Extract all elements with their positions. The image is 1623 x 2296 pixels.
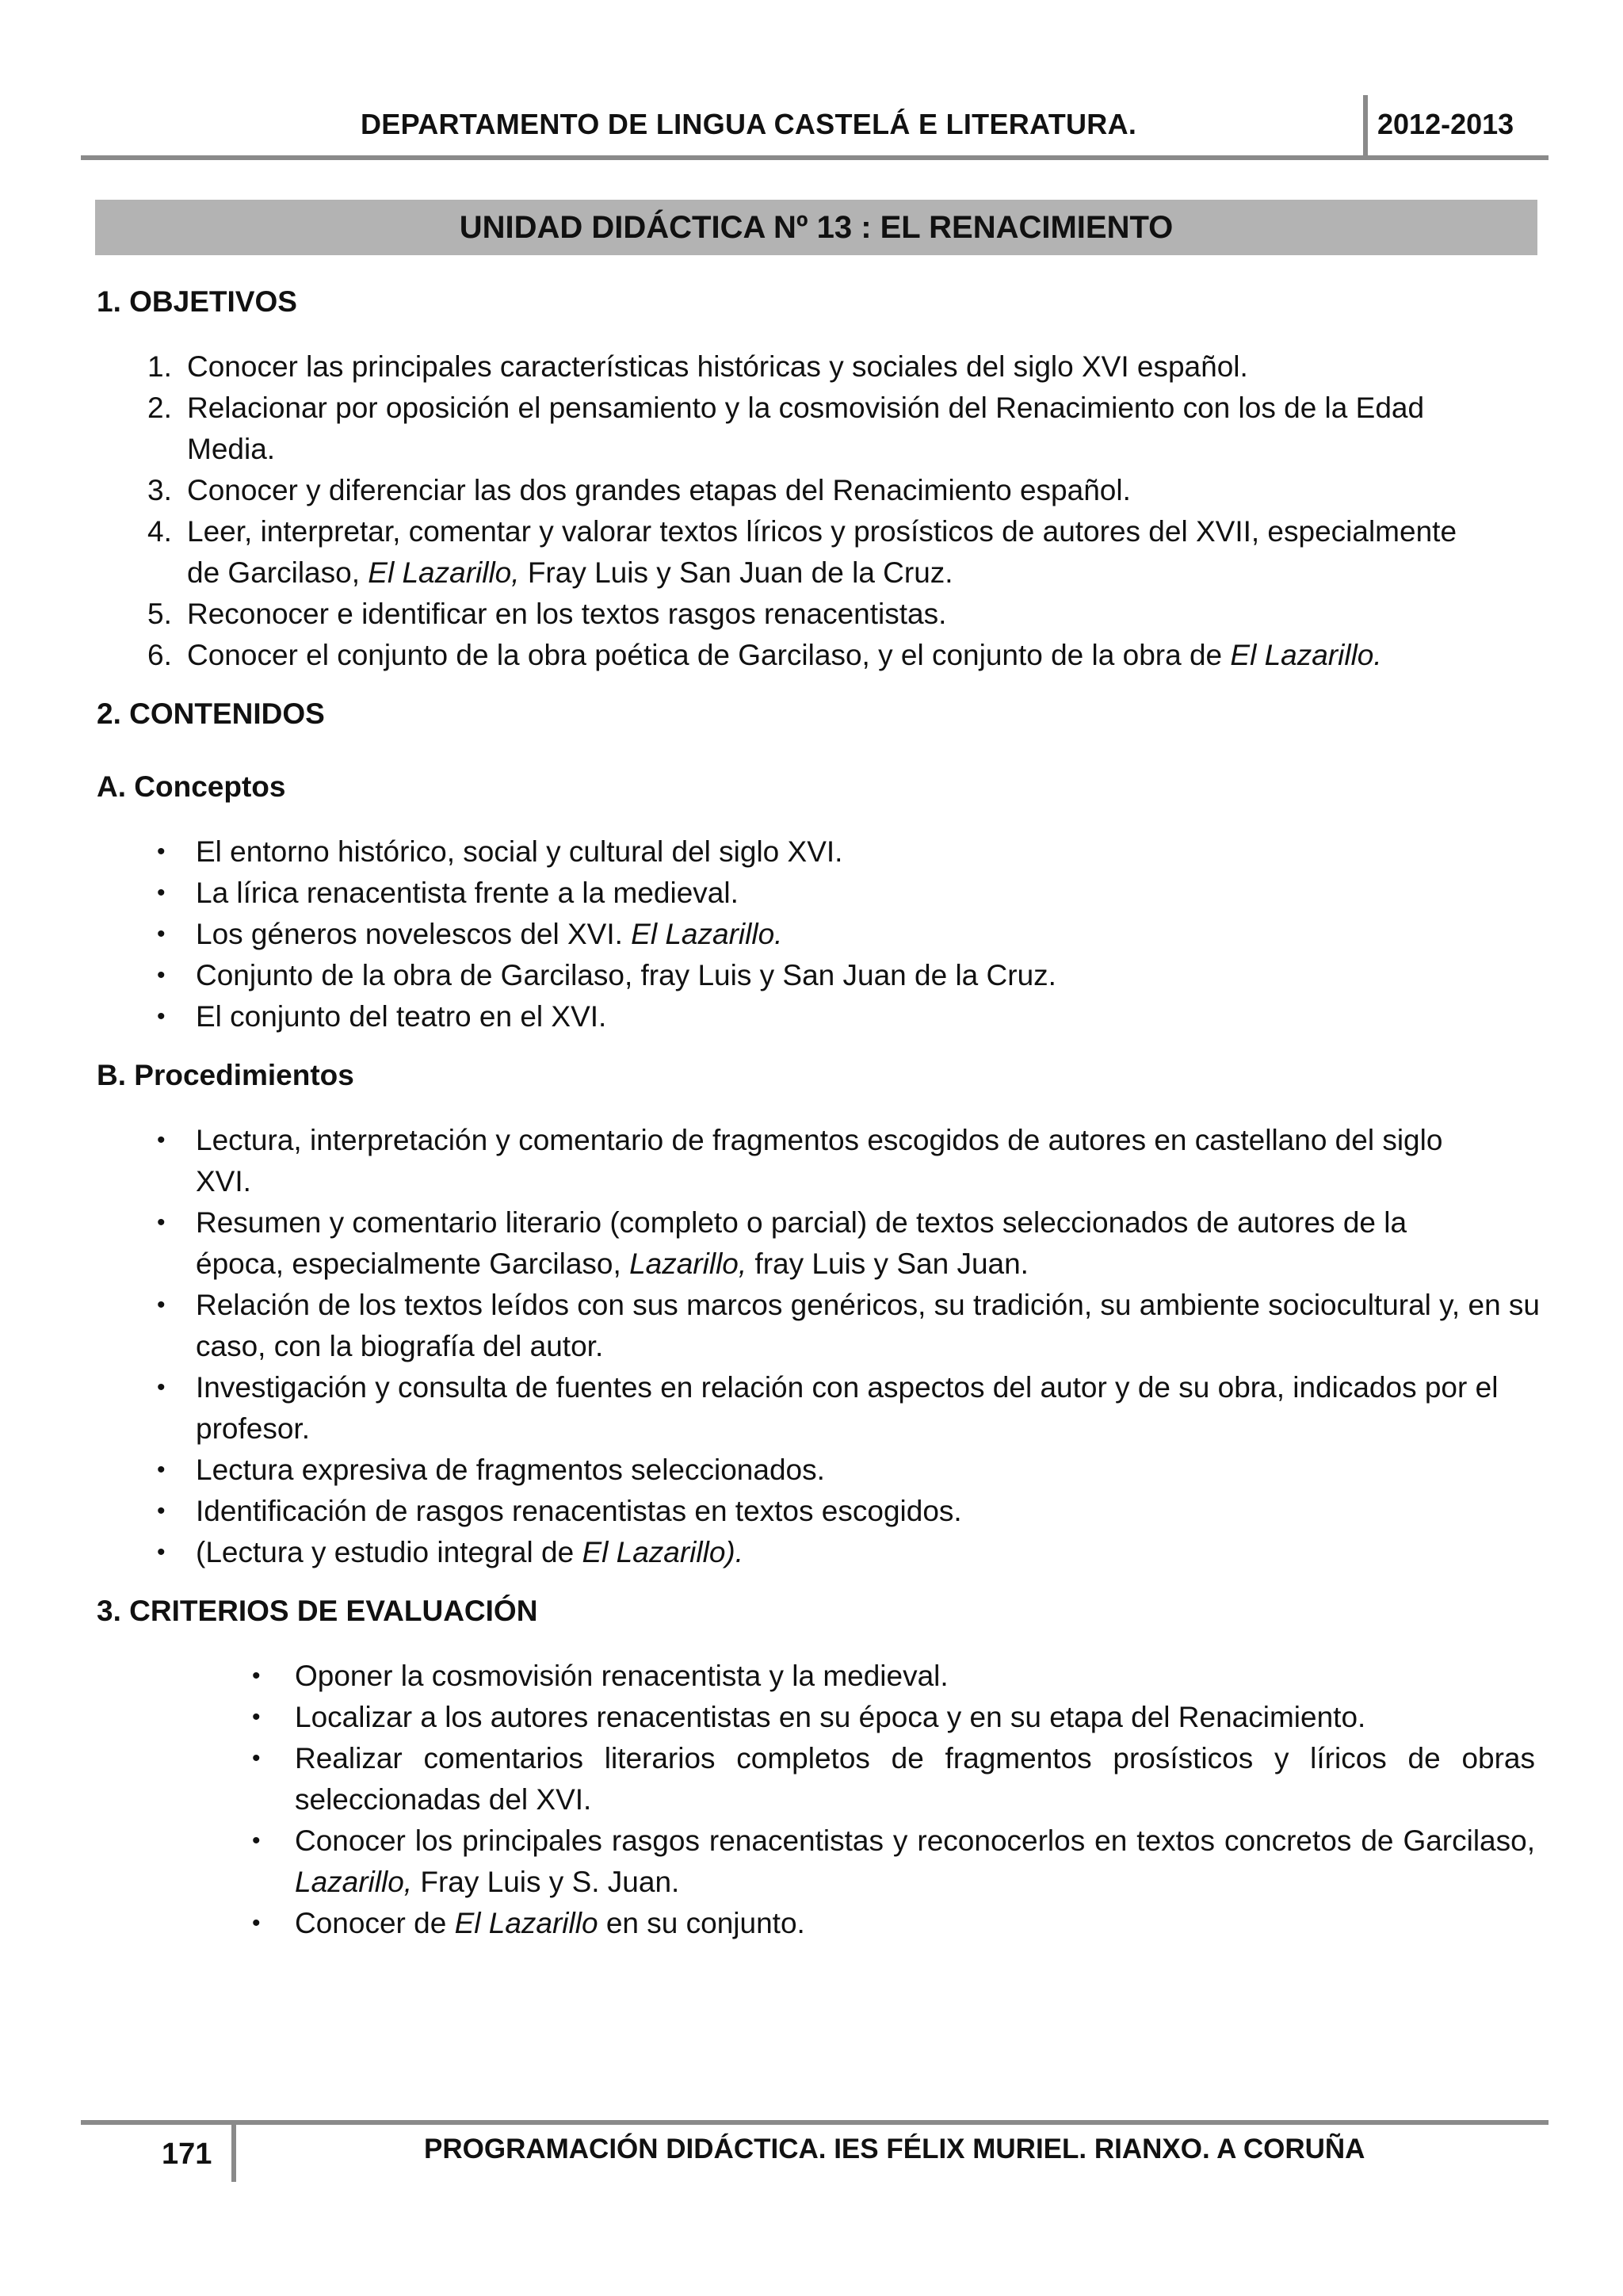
section-heading-contenidos: 2. CONTENIDOS <box>97 697 325 730</box>
list-item <box>97 1738 1535 1820</box>
item-text: Identificación de rasgos renacentistas en textos escogidos. <box>196 1495 962 1527</box>
item-text: Realizar comentarios literarios completos de fragmentos prosísticos y líricos de obras seleccionadas del XVI. <box>295 1742 1535 1816</box>
item-text: Conjunto de la obra de Garcilaso, fray Luis y San Juan de la Cruz. <box>196 959 1056 991</box>
subsection-heading-conceptos: A. Conceptos <box>97 770 286 803</box>
list-item <box>97 1450 1571 1491</box>
item-text: Fray Luis y S. Juan. <box>412 1866 680 1898</box>
list-item <box>97 1820 1535 1903</box>
header-year: 2012-2013 <box>1377 108 1514 140</box>
item-italic: El Lazarillo <box>454 1907 598 1939</box>
section-heading-objetivos: 1. OBJETIVOS <box>97 285 297 318</box>
list-item <box>97 996 1571 1037</box>
item-text: Investigación y consulta de fuentes en relación con aspectos del autor y de su obra, indicados por el <box>196 1371 1499 1404</box>
item-text: Lectura, interpretación y comentario de fragmentos escogidos de autores en castellano del siglo <box>196 1124 1443 1156</box>
list-item <box>97 1491 1571 1532</box>
bullet-icon: • <box>157 1374 166 1400</box>
objetivos-list <box>97 346 1571 676</box>
list-item <box>97 955 1571 996</box>
item-text: caso, con la biografía del autor. <box>196 1330 604 1362</box>
bullet-icon: • <box>252 1704 261 1730</box>
item-number: 2. <box>147 392 172 424</box>
bullet-icon: • <box>157 1498 166 1524</box>
item-text: La lírica renacentista frente a la medieval. <box>196 877 739 909</box>
item-italic: Lazarillo, <box>295 1866 413 1898</box>
item-text: Conocer el conjunto de la obra poética de Garcilaso, y el conjunto de la obra de <box>187 639 1231 671</box>
header-divider <box>1363 95 1368 160</box>
item-text: Conocer de <box>295 1907 455 1939</box>
footer-rule <box>81 2120 1549 2125</box>
bullet-icon: • <box>252 1663 261 1689</box>
list-item <box>97 635 1571 676</box>
list-item <box>97 873 1571 914</box>
bullet-icon: • <box>157 1127 166 1153</box>
header-rule <box>81 155 1549 160</box>
header-department: DEPARTAMENTO DE LINGUA CASTELÁ E LITERATURA. <box>361 108 1137 140</box>
item-italic: El Lazarillo. <box>631 918 783 950</box>
item-text: de Garcilaso, <box>187 556 369 589</box>
item-text: Conocer y diferenciar las dos grandes etapas del Renacimiento español. <box>187 474 1131 506</box>
list-item <box>97 388 1571 470</box>
bullet-icon: • <box>157 1003 166 1030</box>
footer-text: PROGRAMACIÓN DIDÁCTICA. IES FÉLIX MURIEL. RIANXO. A CORUÑA <box>424 2134 1365 2164</box>
item-text: XVI. <box>196 1165 251 1198</box>
unit-title: UNIDAD DIDÁCTICA Nº 13 : EL RENACIMIENTO <box>459 209 1174 245</box>
item-text: Relación de los textos leídos con sus marcos genéricos, su tradición, su ambiente sociocultural y, en su <box>196 1289 1541 1321</box>
list-item <box>97 1120 1571 1202</box>
criterios-list <box>97 1656 1535 1944</box>
item-number: 4. <box>147 515 172 548</box>
section-heading-criterios: 3. CRITERIOS DE EVALUACIÓN <box>97 1595 538 1627</box>
item-text: (Lectura y estudio integral de <box>196 1536 582 1568</box>
bullet-icon: • <box>157 1292 166 1318</box>
item-text: Lectura expresiva de fragmentos seleccionados. <box>196 1454 825 1486</box>
item-text: Reconocer e identificar en los textos rasgos renacentistas. <box>187 598 947 630</box>
list-item <box>97 1285 1571 1367</box>
list-item <box>97 1532 1571 1573</box>
bullet-icon: • <box>157 839 166 865</box>
list-item <box>97 511 1571 594</box>
document-body <box>97 281 1571 1944</box>
item-text: Media. <box>187 433 276 465</box>
item-number: 5. <box>147 598 172 630</box>
footer-page-number: 171 <box>162 2137 212 2171</box>
item-number: 6. <box>147 639 172 671</box>
bullet-icon: • <box>157 921 166 947</box>
item-text: fray Luis y San Juan. <box>747 1247 1029 1280</box>
item-text: época, especialmente Garcilaso, <box>196 1247 630 1280</box>
item-text: Conocer las principales características históricas y sociales del siglo XVI español. <box>187 350 1248 383</box>
unit-title-band <box>95 200 1537 255</box>
item-italic: El Lazarillo, <box>368 556 520 589</box>
item-text: El conjunto del teatro en el XVI. <box>196 1000 607 1033</box>
item-text: Fray Luis y San Juan de la Cruz. <box>519 556 953 589</box>
footer-divider <box>231 2120 236 2182</box>
list-item <box>97 1656 1535 1697</box>
list-item <box>97 594 1571 635</box>
item-text: en su conjunto. <box>598 1907 805 1939</box>
list-item <box>97 1903 1535 1944</box>
bullet-icon: • <box>157 1539 166 1565</box>
list-item <box>97 1202 1571 1285</box>
item-text: Localizar a los autores renacentistas en su época y en su etapa del Renacimiento. <box>295 1701 1366 1733</box>
item-number: 3. <box>147 474 172 506</box>
bullet-icon: • <box>157 880 166 906</box>
item-italic: El Lazarillo. <box>1230 639 1382 671</box>
item-text: Leer, interpretar, comentar y valorar textos líricos y prosísticos de autores del XVII, especialmente <box>187 515 1457 548</box>
list-item <box>97 914 1571 955</box>
item-italic: El Lazarillo). <box>582 1536 744 1568</box>
item-text: profesor. <box>196 1412 310 1445</box>
bullet-icon: • <box>252 1745 261 1771</box>
item-text: Los géneros novelescos del XVI. <box>196 918 632 950</box>
list-item <box>97 1367 1571 1450</box>
bullet-icon: • <box>252 1828 261 1854</box>
item-text: Conocer los principales rasgos renacentistas y reconocerlos en textos concretos de Garcilaso, <box>295 1824 1535 1857</box>
subsection-heading-procedimientos: B. Procedimientos <box>97 1059 354 1091</box>
conceptos-list <box>97 831 1571 1037</box>
list-item <box>97 470 1571 511</box>
bullet-icon: • <box>157 962 166 988</box>
procedimientos-list <box>97 1120 1571 1573</box>
bullet-icon: • <box>252 1910 261 1936</box>
list-item <box>97 1697 1535 1738</box>
item-text: Resumen y comentario literario (completo o parcial) de textos seleccionados de autores de la <box>196 1206 1407 1239</box>
item-text: Relacionar por oposición el pensamiento y la cosmovisión del Renacimiento con los de la Edad <box>187 392 1425 424</box>
item-text: Oponer la cosmovisión renacentista y la medieval. <box>295 1660 949 1692</box>
bullet-icon: • <box>157 1209 166 1236</box>
item-number: 1. <box>147 350 172 383</box>
item-italic: Lazarillo, <box>629 1247 747 1280</box>
item-text: El entorno histórico, social y cultural del siglo XVI. <box>196 835 843 868</box>
list-item <box>97 346 1571 388</box>
list-item <box>97 831 1571 873</box>
criterios-wrapper <box>97 1656 1535 1944</box>
bullet-icon: • <box>157 1457 166 1483</box>
